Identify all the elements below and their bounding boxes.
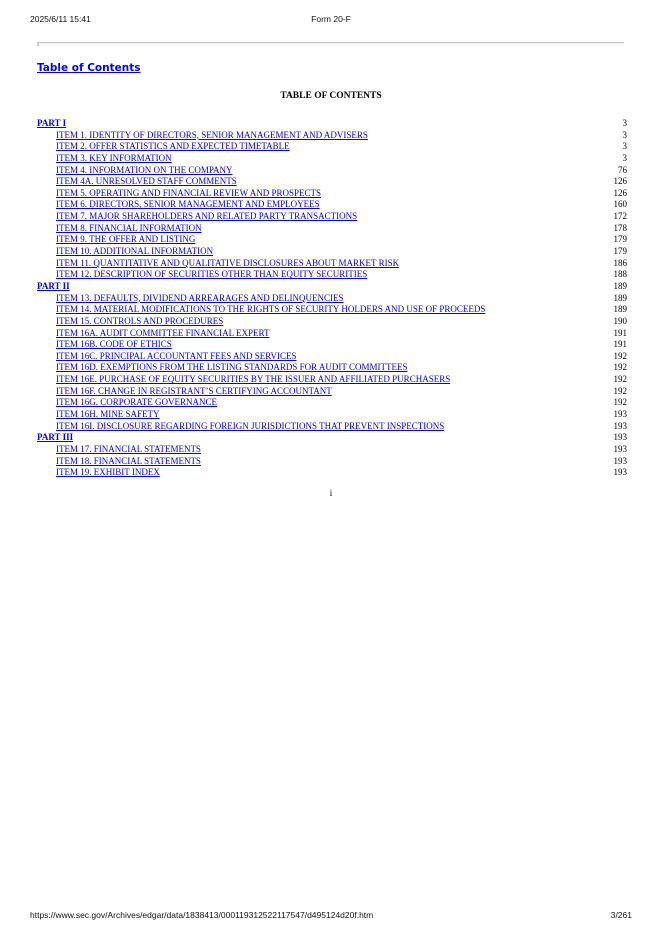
toc-item-row — [37, 374, 627, 386]
toc-item-row — [37, 339, 627, 351]
toc-page-number: 192 — [613, 350, 627, 361]
toc-item-row — [37, 397, 627, 409]
toc-page-number: 189 — [613, 292, 627, 303]
toc-item-link[interactable]: ITEM 9. THE OFFER AND LISTING — [56, 234, 196, 245]
toc-item-row — [37, 223, 627, 235]
toc-item-link[interactable]: ITEM 10. ADDITIONAL INFORMATION — [56, 246, 214, 257]
toc-item-link[interactable]: ITEM 2. OFFER STATISTICS AND EXPECTED TIMETABLE — [56, 141, 290, 152]
print-header — [30, 14, 632, 28]
toc-page-number: 192 — [613, 397, 627, 408]
toc-item-row — [37, 304, 627, 316]
toc-item-row — [37, 386, 627, 398]
toc-item-link[interactable]: ITEM 5. OPERATING AND FINANCIAL REVIEW AND PROSPECTS — [56, 187, 322, 198]
toc-item-row — [37, 165, 627, 177]
toc-part-row — [37, 281, 627, 293]
toc-page-number: 160 — [613, 199, 627, 210]
document-title: TABLE OF CONTENTS — [280, 91, 382, 101]
toc-item-row — [37, 409, 627, 421]
toc-item-link[interactable]: ITEM 3. KEY INFORMATION — [56, 152, 172, 163]
toc-page-number: 193 — [613, 409, 627, 420]
toc-page-number: 186 — [613, 257, 627, 268]
toc-item-row — [37, 444, 627, 456]
toc-item-row — [37, 199, 627, 211]
print-page-title: Form 20-F — [311, 14, 351, 24]
toc-item-link[interactable]: ITEM 4A. UNRESOLVED STAFF COMMENTS — [56, 176, 237, 187]
toc-page-number: 126 — [613, 176, 627, 187]
toc-item-link[interactable]: ITEM 6. DIRECTORS, SENIOR MANAGEMENT AND EMPLOYEES — [56, 199, 320, 210]
toc-item-row — [37, 456, 627, 468]
toc-item-link[interactable]: ITEM 14. MATERIAL MODIFICATIONS TO THE RIGHTS OF SECURITY HOLDERS AND USE OF PROCEEDS — [56, 304, 486, 315]
toc-page-number: 193 — [613, 467, 627, 478]
toc-page-number: 190 — [613, 315, 627, 326]
table-of-contents-link[interactable]: Table of Contents — [37, 62, 141, 74]
toc-page-number: 193 — [613, 455, 627, 466]
toc-item-link[interactable]: ITEM 7. MAJOR SHAREHOLDERS AND RELATED PARTY TRANSACTIONS — [56, 211, 358, 222]
rule-corner — [37, 42, 39, 46]
toc-item-row — [37, 362, 627, 374]
toc-page-number: 3 — [622, 129, 627, 140]
toc-part-link[interactable]: PART I — [37, 118, 67, 128]
toc-item-row — [37, 188, 627, 200]
toc-page-number: 189 — [613, 280, 627, 291]
toc-page-number: 191 — [613, 327, 627, 338]
toc-item-link[interactable]: ITEM 13. DEFAULTS, DIVIDEND ARREARAGES AND DELINQUENCIES — [56, 292, 344, 303]
toc-item-link[interactable]: ITEM 16I. DISCLOSURE REGARDING FOREIGN JURISDICTIONS THAT PREVENT INSPECTIONS — [56, 420, 445, 431]
toc-item-row — [37, 141, 627, 153]
toc-item-link[interactable]: ITEM 16D. EXEMPTIONS FROM THE LISTING STANDARDS FOR AUDIT COMMITTEES — [56, 362, 408, 373]
toc-part-link[interactable]: PART II — [37, 280, 70, 291]
toc-page-number: 179 — [613, 234, 627, 245]
toc-item-row — [37, 211, 627, 223]
toc-item-row — [37, 316, 627, 328]
print-footer — [30, 910, 632, 924]
toc-page-number: 192 — [613, 385, 627, 396]
toc-page-number: 189 — [613, 304, 627, 315]
toc-item-link[interactable]: ITEM 16G. CORPORATE GOVERNANCE — [56, 397, 218, 408]
toc-item-link[interactable]: ITEM 1. IDENTITY OF DIRECTORS, SENIOR MANAGEMENT AND ADVISERS — [56, 129, 368, 140]
toc-item-link[interactable]: ITEM 15. CONTROLS AND PROCEDURES — [56, 315, 224, 326]
toc-page-number: 188 — [613, 269, 627, 280]
toc-item-row — [37, 130, 627, 142]
toc-page-number: 193 — [613, 443, 627, 454]
print-datetime: 2025/6/11 15:41 — [30, 14, 91, 24]
toc-page-number: 193 — [613, 432, 627, 443]
toc-page-number: 192 — [613, 362, 627, 373]
toc-item-link[interactable]: ITEM 16B. CODE OF ETHICS — [56, 339, 172, 350]
toc-item-row — [37, 269, 627, 281]
toc-part-link[interactable]: PART III — [37, 432, 74, 443]
toc-part-row — [37, 118, 627, 130]
toc-item-link[interactable]: ITEM 17. FINANCIAL STATEMENTS — [56, 443, 201, 454]
toc-page-number: 126 — [613, 187, 627, 198]
toc-page-number: 191 — [613, 339, 627, 350]
toc-item-link[interactable]: ITEM 19. EXHIBIT INDEX — [56, 467, 160, 478]
toc-item-link[interactable]: ITEM 16C. PRINCIPAL ACCOUNTANT FEES AND SERVICES — [56, 350, 297, 361]
toc-item-row — [37, 328, 627, 340]
toc-item-row — [37, 467, 627, 479]
toc-page-number: 76 — [618, 164, 627, 175]
toc-item-row — [37, 421, 627, 433]
horizontal-rule — [37, 42, 624, 44]
toc-item-link[interactable]: ITEM 16H. MINE SAFETY — [56, 409, 160, 420]
toc-item-link[interactable]: ITEM 8. FINANCIAL INFORMATION — [56, 222, 202, 233]
print-url: https://www.sec.gov/Archives/edgar/data/1838413/000119312522117547/d495124d20f.htm — [30, 910, 374, 920]
toc-part-row — [37, 432, 627, 444]
toc-page-number: 179 — [613, 246, 627, 257]
toc-item-link[interactable]: ITEM 16E. PURCHASE OF EQUITY SECURITIES BY THE ISSUER AND AFFILIATED PURCHASERS — [56, 374, 451, 385]
toc-page-number: 172 — [613, 211, 627, 222]
toc-item-row — [37, 293, 627, 305]
page-number: i — [329, 488, 333, 498]
toc-page-number: 193 — [613, 420, 627, 431]
toc-item-link[interactable]: ITEM 12. DESCRIPTION OF SECURITIES OTHER THAN EQUITY SECURITIES — [56, 269, 368, 280]
toc-item-row — [37, 176, 627, 188]
toc-page-number: 3 — [622, 141, 627, 152]
toc-item-row — [37, 153, 627, 165]
toc-item-row — [37, 234, 627, 246]
toc-item-link[interactable]: ITEM 16A. AUDIT COMMITTEE FINANCIAL EXPERT — [56, 327, 270, 338]
toc-page-number: 3 — [622, 118, 627, 128]
toc-item-row — [37, 258, 627, 270]
toc-page-number: 3 — [622, 152, 627, 163]
toc-page-number: 178 — [613, 222, 627, 233]
toc-item-link[interactable]: ITEM 4. INFORMATION ON THE COMPANY — [56, 164, 233, 175]
toc-item-link[interactable]: ITEM 16F. CHANGE IN REGISTRANT’S CERTIFYING ACCOUNTANT — [56, 385, 332, 396]
toc-item-row — [37, 246, 627, 258]
toc-item-link[interactable]: ITEM 11. QUANTITATIVE AND QUALITATIVE DISCLOSURES ABOUT MARKET RISK — [56, 257, 400, 268]
toc-item-link[interactable]: ITEM 18. FINANCIAL STATEMENTS — [56, 455, 201, 466]
print-page-count: 3/261 — [610, 910, 632, 920]
toc-list — [37, 118, 627, 479]
toc-page-number: 192 — [613, 374, 627, 385]
toc-item-row — [37, 351, 627, 363]
